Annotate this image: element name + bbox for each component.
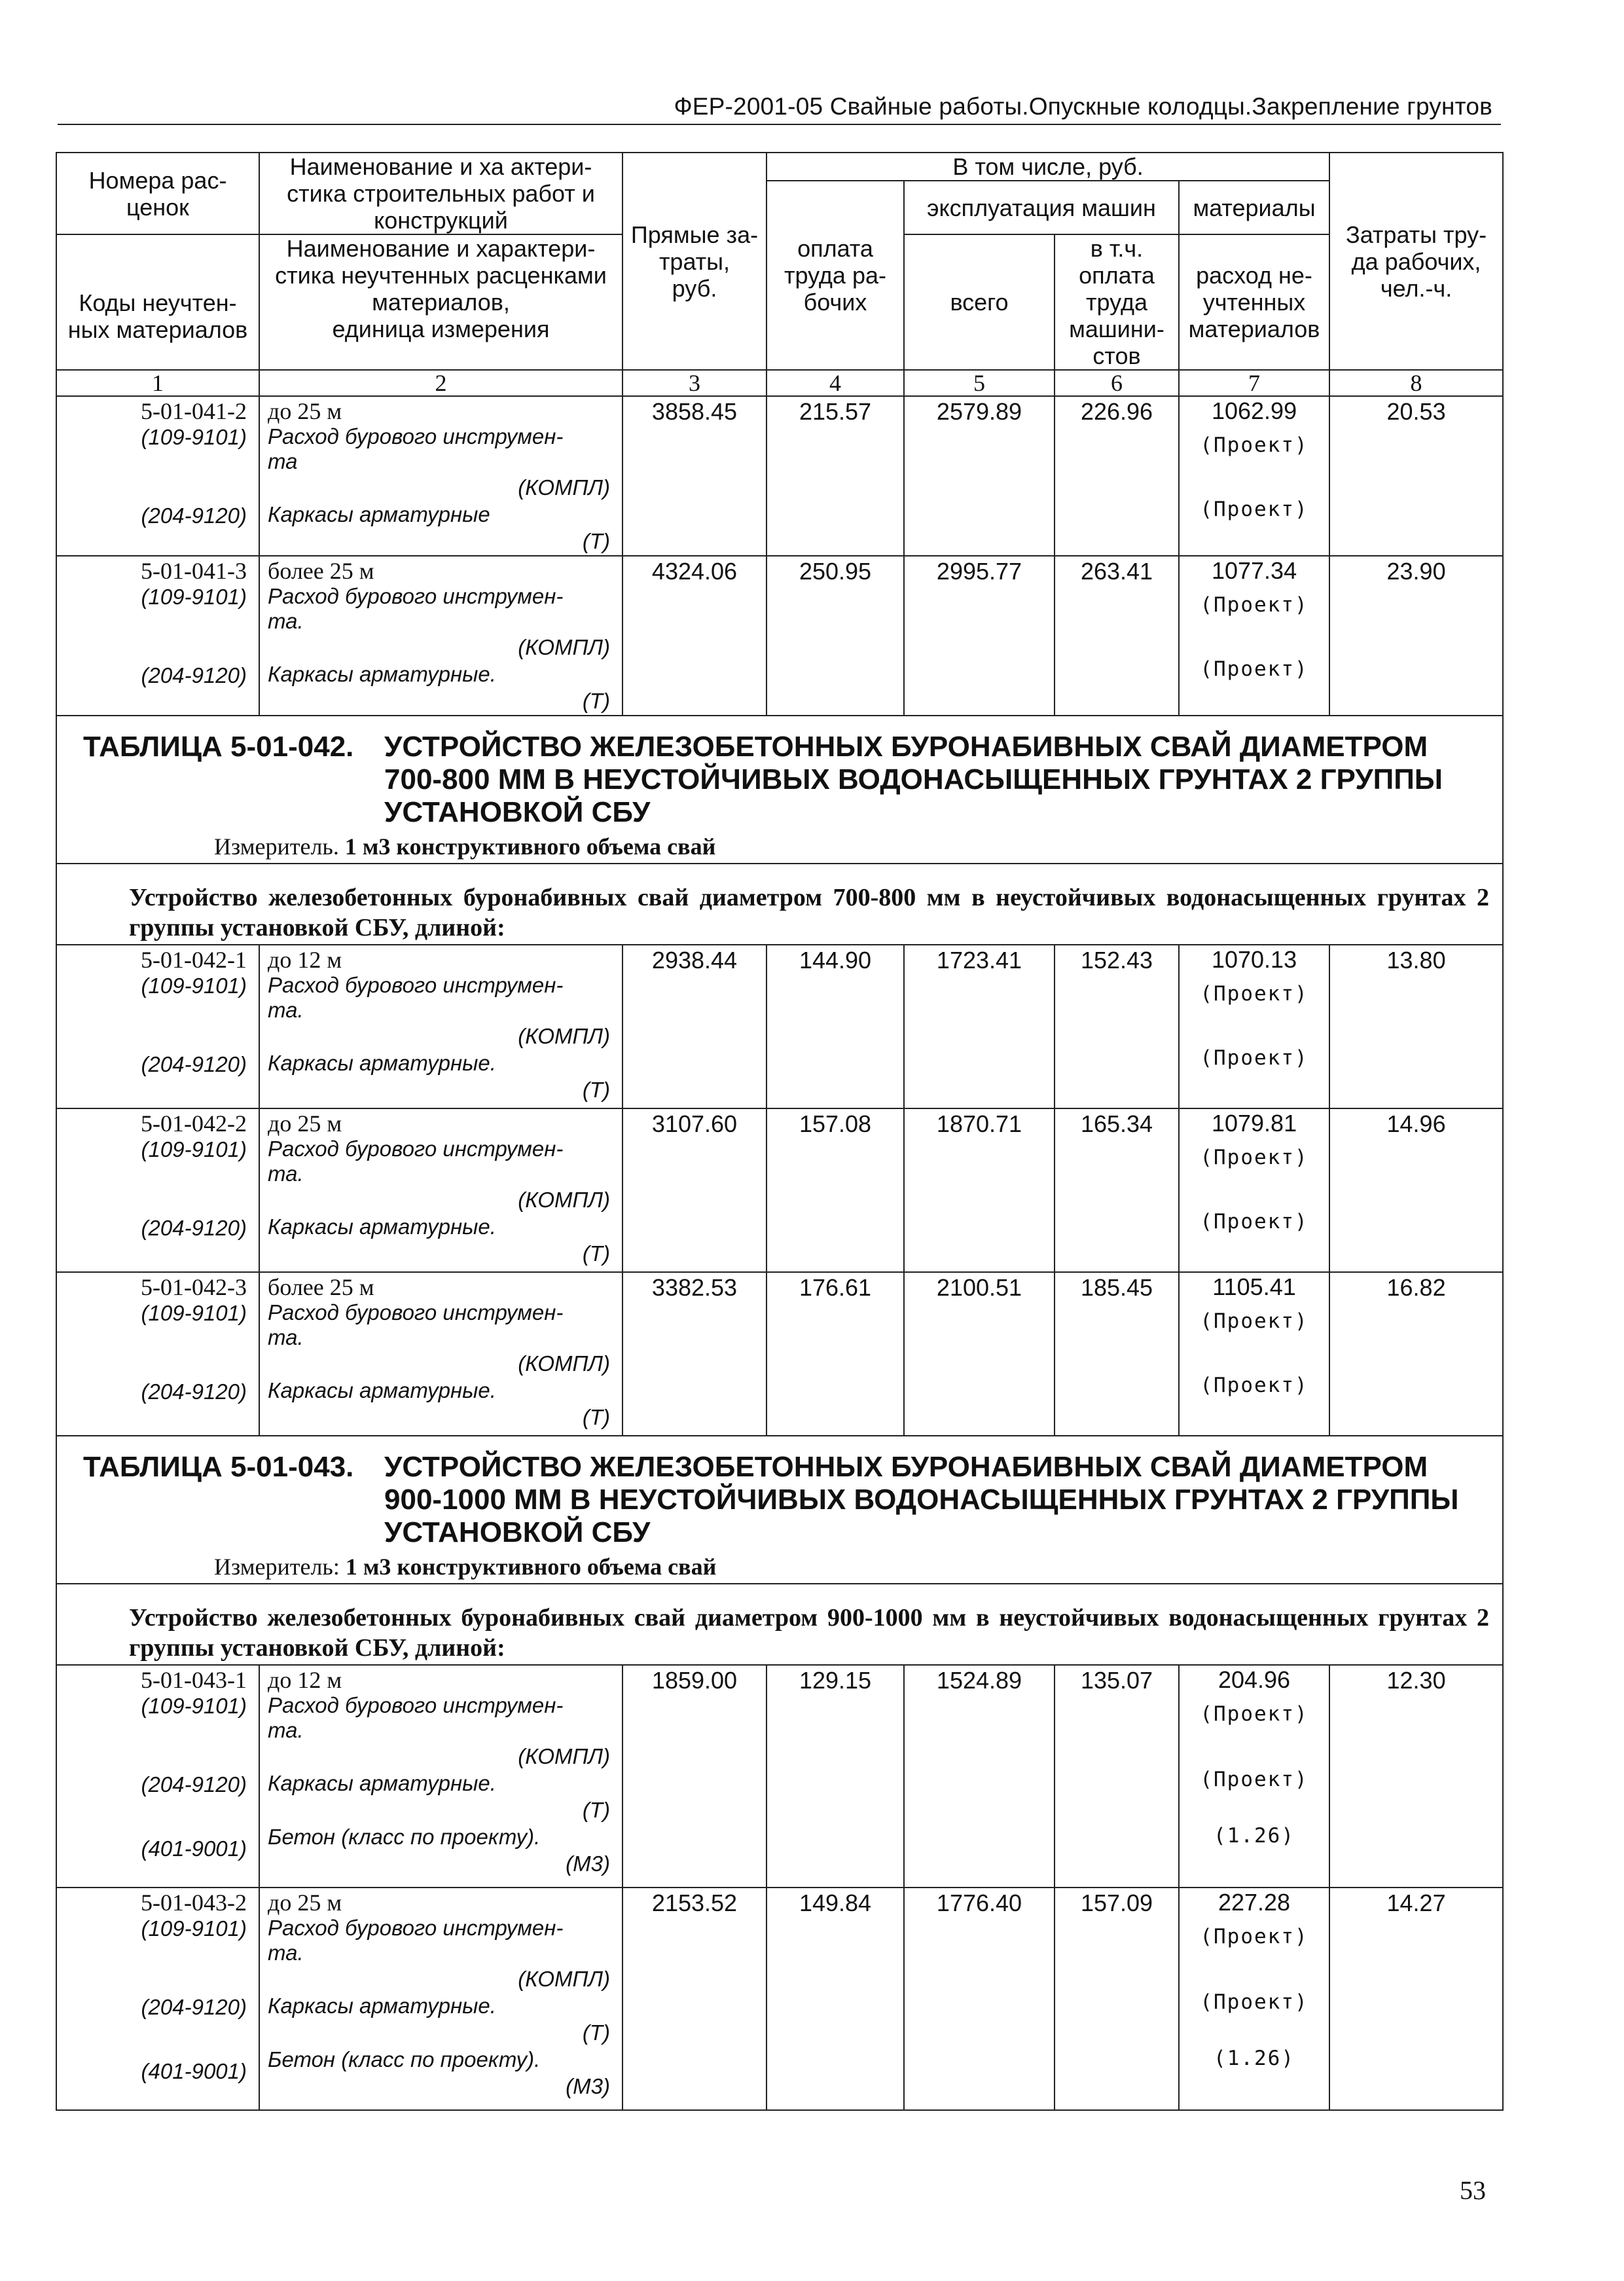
machinists-wages: 263.41 (1055, 556, 1179, 716)
rate-name-cell (259, 1272, 623, 1436)
rate-row (56, 1108, 1503, 1272)
machinists-wages: 157.09 (1055, 1888, 1179, 2110)
material-name-drill-tool: Расход бурового инструмен- та. (268, 1300, 564, 1349)
rate-code: 5-01-042-1 (141, 947, 247, 973)
table-title (57, 716, 1502, 829)
column-number: 3 (623, 370, 767, 396)
rate-code: 5-01-043-2 (141, 1889, 247, 1916)
header-machinists-wages: в т.ч. оплата труда машини- стов (1055, 234, 1179, 370)
material-code: (204-9120) (141, 503, 247, 528)
machines-total: 2579.89 (904, 396, 1055, 556)
machinists-wages: 165.34 (1055, 1108, 1179, 1272)
table-heading (56, 1436, 1503, 1584)
rate-code-cell (56, 396, 259, 556)
workers-wages: 215.57 (767, 396, 904, 556)
material-code: (109-9101) (141, 585, 247, 609)
material-unit: (Т) (582, 1798, 610, 1822)
rate-name-cell (259, 1665, 623, 1888)
header-unaccounted-materials: расход не- учтенных материалов (1179, 234, 1329, 370)
column-number: 5 (904, 370, 1055, 396)
rate-code: 5-01-043-1 (141, 1667, 247, 1693)
labor-costs: 20.53 (1329, 396, 1503, 556)
material-code: (204-9120) (141, 1772, 247, 1797)
material-name-frames: Каркасы арматурные. (268, 662, 496, 686)
rate-name-cell (259, 1888, 623, 2110)
material-name-drill-tool: Расход бурового инструмен- та. (268, 1693, 564, 1742)
workers-wages: 176.61 (767, 1272, 904, 1436)
table-subtitle-cell (56, 864, 1503, 945)
material-name-concrete: Бетон (класс по проекту). (268, 1825, 541, 1849)
direct-costs: 2938.44 (623, 945, 767, 1108)
material-name-frames: Каркасы арматурные. (268, 1051, 496, 1075)
material-code: (109-9101) (141, 1301, 247, 1325)
measurement-value: 1 м3 конструктивного объема свай (345, 1554, 717, 1580)
table-subtitle-cell (56, 1584, 1503, 1665)
machines-total: 1723.41 (904, 945, 1055, 1108)
material-quantity: (Проект) (1200, 1768, 1308, 1791)
material-code: (204-9120) (141, 1379, 247, 1404)
table-heading-row (56, 1436, 1503, 1584)
table-subtitle-row (56, 1584, 1503, 1665)
material-name-drill-tool: Расход бурового инструмен- та. (268, 973, 564, 1022)
table-name: УСТРОЙСТВО ЖЕЛЕЗОБЕТОННЫХ БУРОНАБИВНЫХ СВАЙ ДИАМЕТРОМ 900-1000 ММ В НЕУСТОЙЧИВЫХ ВОДОНАСЫЩЕННЫХ ГРУНТАХ 2 ГРУППЫ УСТАНОВКОЙ СБУ (384, 1451, 1459, 1548)
rate-name-cell (259, 556, 623, 716)
machines-total: 1870.71 (904, 1108, 1055, 1272)
header-including: В том числе, руб. (767, 153, 1329, 181)
direct-costs: 1859.00 (623, 1665, 767, 1888)
rate-row (56, 396, 1503, 556)
material-unit: (КОМПЛ) (518, 1744, 610, 1768)
column-number: 1 (56, 370, 259, 396)
rate-code-cell (56, 556, 259, 716)
material-code: (109-9101) (141, 974, 247, 998)
material-code: (109-9101) (141, 1694, 247, 1718)
material-quantity: (Проект) (1200, 1374, 1308, 1397)
material-name-drill-tool: Расход бурового инструмен- та. (268, 584, 564, 633)
rate-name: более 25 м (268, 1274, 374, 1300)
material-code: (109-9101) (141, 1137, 247, 1161)
material-quantity: (Проект) (1200, 1146, 1308, 1169)
rate-row (56, 1888, 1503, 2110)
machinists-wages: 185.45 (1055, 1272, 1179, 1436)
header-wages: оплата труда ра- бочих (767, 181, 904, 370)
direct-costs: 3858.45 (623, 396, 767, 556)
rate-name: до 12 м (268, 947, 342, 973)
machines-total: 1776.40 (904, 1888, 1055, 2110)
rate-row (56, 1665, 1503, 1888)
labor-costs: 23.90 (1329, 556, 1503, 716)
material-unit: (М3) (566, 1852, 610, 1876)
material-quantity: (Проект) (1200, 433, 1308, 457)
material-name-drill-tool: Расход бурового инструмен- та. (268, 1916, 564, 1965)
materials-cost: 1077.34 (1211, 557, 1297, 584)
table-subtitle: Устройство железобетонных буронабивных свай диаметром 900-1000 мм в неустойчивых водонасыщенных грунтах 2 группы установкой СБУ, длиной: (129, 1604, 1490, 1662)
header-direct-costs: Прямые за- траты, руб. (623, 153, 767, 370)
workers-wages: 144.90 (767, 945, 904, 1108)
rates-table (56, 152, 1504, 2111)
material-code: (204-9120) (141, 1995, 247, 2019)
material-unit: (Т) (582, 689, 610, 713)
rate-row (56, 1272, 1503, 1436)
direct-costs: 2153.52 (623, 1888, 767, 2110)
machinists-wages: 226.96 (1055, 396, 1179, 556)
material-unit: (КОМПЛ) (518, 1188, 610, 1212)
rate-name: до 25 м (268, 1889, 342, 1916)
workers-wages: 250.95 (767, 556, 904, 716)
measurement-unit (57, 829, 1502, 863)
materials-cost: 1062.99 (1211, 397, 1297, 424)
material-quantity: (Проект) (1200, 1309, 1308, 1333)
measurement-label: Измеритель: (214, 1554, 340, 1580)
header-material-codes: Коды неучтен- ных материалов (56, 234, 259, 370)
material-code: (204-9120) (141, 663, 247, 687)
rate-row (56, 945, 1503, 1108)
material-quantity: (Проект) (1200, 593, 1308, 617)
column-number: 6 (1055, 370, 1179, 396)
rate-code: 5-01-042-3 (141, 1274, 247, 1300)
material-name-concrete: Бетон (класс по проекту). (268, 2047, 541, 2071)
material-unit: (М3) (566, 2074, 610, 2098)
measurement-label: Измеритель. (214, 833, 339, 860)
material-code: (109-9101) (141, 425, 247, 449)
table-number: ТАБЛИЦА 5-01-042. (83, 731, 354, 763)
header-materials: материалы (1179, 181, 1329, 234)
rate-name-cell (259, 396, 623, 556)
workers-wages: 157.08 (767, 1108, 904, 1272)
materials-cost: 204.96 (1218, 1666, 1291, 1693)
column-number: 2 (259, 370, 623, 396)
machinists-wages: 152.43 (1055, 945, 1179, 1108)
material-unit: (Т) (582, 2020, 610, 2045)
column-number: 8 (1329, 370, 1503, 396)
machines-total: 2100.51 (904, 1272, 1055, 1436)
labor-costs: 12.30 (1329, 1665, 1503, 1888)
page-number: 53 (1460, 2176, 1486, 2205)
rate-code-cell (56, 1888, 259, 2110)
rate-code: 5-01-041-3 (141, 558, 247, 584)
column-numbers-row (56, 370, 1503, 396)
materials-cost: 1105.41 (1212, 1273, 1296, 1300)
table-name: УСТРОЙСТВО ЖЕЛЕЗОБЕТОННЫХ БУРОНАБИВНЫХ СВАЙ ДИАМЕТРОМ 700-800 ММ В НЕУСТОЙЧИВЫХ ВОДОНАСЫЩЕННЫХ ГРУНТАХ 2 ГРУППЫ УСТАНОВКОЙ СБУ (384, 731, 1443, 828)
materials-cost-cell (1179, 556, 1329, 716)
table-heading-row (56, 716, 1503, 864)
rate-code-cell (56, 1272, 259, 1436)
rates-table-container (56, 152, 1502, 2149)
material-code: (401-9001) (141, 2059, 247, 2083)
materials-cost-cell (1179, 1272, 1329, 1436)
header-material-names: Наименование и характери- стика неучтенных расценками материалов, единица измерения (259, 234, 623, 370)
material-unit: (Т) (582, 1405, 610, 1429)
materials-cost: 1079.81 (1211, 1110, 1297, 1137)
table-heading (56, 716, 1503, 864)
rate-code: 5-01-041-2 (141, 398, 247, 424)
material-unit: (КОМПЛ) (518, 635, 610, 659)
measurement-value: 1 м3 конструктивного объема свай (344, 833, 716, 860)
header-machines-total: всего (904, 234, 1055, 370)
table-subtitle-row (56, 864, 1503, 945)
material-unit: (Т) (582, 1078, 610, 1102)
material-unit: (Т) (582, 529, 610, 553)
running-head: ФЕР-2001-05 Свайные работы.Опускные колодцы.Закрепление грунтов (674, 93, 1492, 120)
header-rate-number: Номера рас- ценок (56, 153, 259, 234)
material-quantity: (Проект) (1200, 498, 1308, 521)
material-quantity: (Проект) (1200, 1210, 1308, 1233)
materials-cost-cell (1179, 945, 1329, 1108)
material-quantity: (Проект) (1200, 1990, 1308, 2014)
material-quantity: (Проект) (1200, 982, 1308, 1006)
rate-code-cell (56, 945, 259, 1108)
material-quantity: (1.26) (1214, 1824, 1295, 1848)
header-work-name: Наименование и ха актери- стика строительных работ и конструкций (259, 153, 623, 234)
material-name-frames: Каркасы арматурные (268, 502, 490, 526)
materials-cost: 1070.13 (1211, 946, 1297, 973)
material-code: (204-9120) (141, 1052, 247, 1076)
material-quantity: (1.26) (1214, 2047, 1295, 2070)
material-unit: (КОМПЛ) (518, 1024, 610, 1048)
material-name-frames: Каркасы арматурные. (268, 1771, 496, 1795)
materials-cost-cell (1179, 1108, 1329, 1272)
machinists-wages: 135.07 (1055, 1665, 1179, 1888)
rate-name-cell (259, 1108, 623, 1272)
material-unit: (КОМПЛ) (518, 475, 610, 500)
material-code: (401-9001) (141, 1836, 247, 1861)
rate-name-cell (259, 945, 623, 1108)
measurement-unit (57, 1549, 1502, 1583)
materials-cost-cell (1179, 396, 1329, 556)
material-name-frames: Каркасы арматурные. (268, 1378, 496, 1402)
rate-row (56, 556, 1503, 716)
header-labor-costs: Затраты тру- да рабочих, чел.-ч. (1329, 153, 1503, 370)
table-title (57, 1436, 1502, 1549)
direct-costs: 4324.06 (623, 556, 767, 716)
material-unit: (Т) (582, 1241, 610, 1266)
material-code: (204-9120) (141, 1216, 247, 1240)
labor-costs: 13.80 (1329, 945, 1503, 1108)
material-name-frames: Каркасы арматурные. (268, 1214, 496, 1239)
workers-wages: 129.15 (767, 1665, 904, 1888)
material-quantity: (Проект) (1200, 657, 1308, 681)
material-code: (109-9101) (141, 1916, 247, 1941)
material-name-drill-tool: Расход бурового инструмен- та. (268, 1137, 564, 1186)
material-unit: (КОМПЛ) (518, 1351, 610, 1376)
direct-costs: 3382.53 (623, 1272, 767, 1436)
table-subtitle: Устройство железобетонных буронабивных свай диаметром 700-800 мм в неустойчивых водонасыщенных грунтах 2 группы установкой СБУ, длиной: (129, 884, 1490, 941)
workers-wages: 149.84 (767, 1888, 904, 2110)
labor-costs: 16.82 (1329, 1272, 1503, 1436)
labor-costs: 14.27 (1329, 1888, 1503, 2110)
rate-name: до 25 м (268, 1110, 342, 1137)
materials-cost-cell (1179, 1888, 1329, 2110)
rate-code: 5-01-042-2 (141, 1110, 247, 1137)
column-number: 4 (767, 370, 904, 396)
direct-costs: 3107.60 (623, 1108, 767, 1272)
table-number: ТАБЛИЦА 5-01-043. (83, 1451, 354, 1483)
machines-total: 2995.77 (904, 556, 1055, 716)
material-name-frames: Каркасы арматурные. (268, 1994, 496, 2018)
rate-name: до 12 м (268, 1667, 342, 1693)
rate-name: до 25 м (268, 398, 342, 424)
header-rule (58, 124, 1501, 125)
material-unit: (КОМПЛ) (518, 1967, 610, 1991)
rate-code-cell (56, 1108, 259, 1272)
materials-cost: 227.28 (1218, 1889, 1291, 1916)
material-quantity: (Проект) (1200, 1046, 1308, 1070)
material-quantity: (Проект) (1200, 1702, 1308, 1726)
rate-name: более 25 м (268, 558, 374, 584)
labor-costs: 14.96 (1329, 1108, 1503, 1272)
machines-total: 1524.89 (904, 1665, 1055, 1888)
material-quantity: (Проект) (1200, 1925, 1308, 1948)
rate-code-cell (56, 1665, 259, 1888)
column-number: 7 (1179, 370, 1329, 396)
material-name-drill-tool: Расход бурового инструмен- та (268, 424, 564, 473)
materials-cost-cell (1179, 1665, 1329, 1888)
header-machines: эксплуатация машин (904, 181, 1179, 234)
